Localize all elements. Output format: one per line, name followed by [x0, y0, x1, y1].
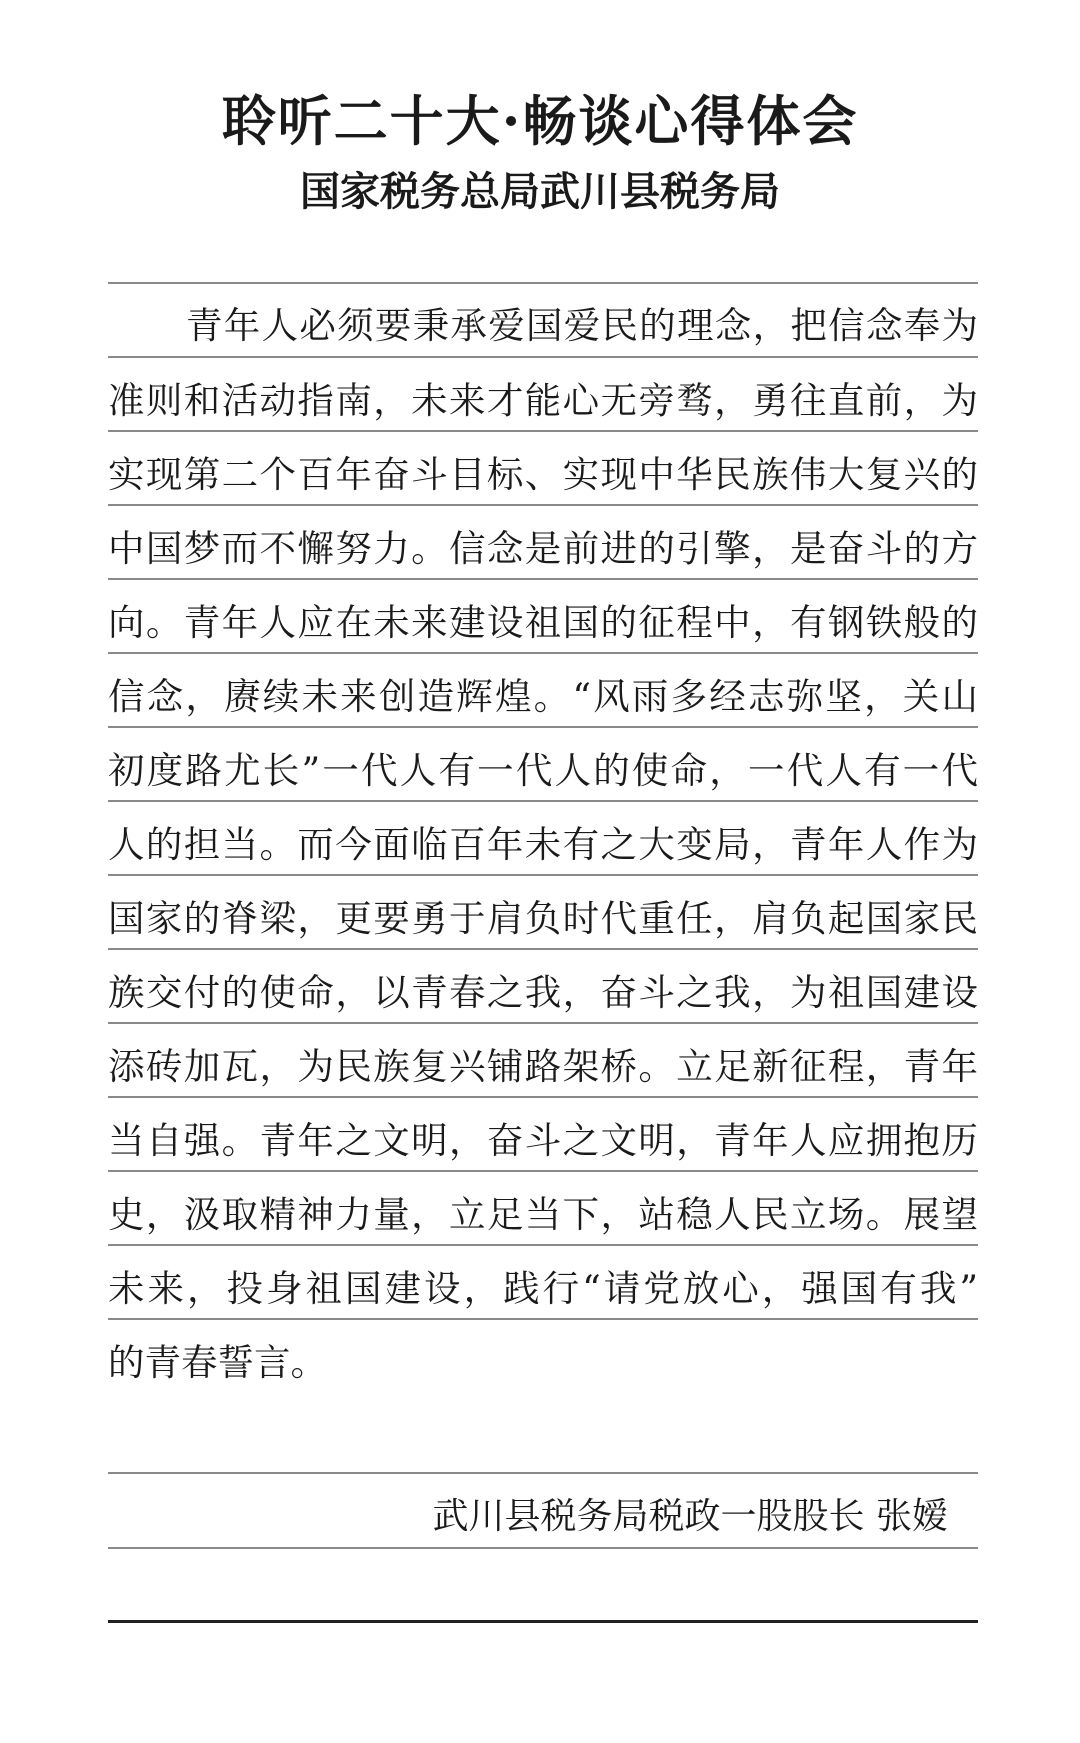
text-line: 添砖加瓦，为民族复兴铺路架桥。立足新征程，青年: [108, 1045, 978, 1088]
ruled-text-area: [108, 282, 978, 1382]
author-signature: 武川县税务局税政一股股长 张嫒: [432, 1496, 948, 1537]
page-subtitle: 国家税务总局武川县税务局: [300, 168, 780, 215]
footer-rule: [108, 1620, 978, 1623]
text-line: 的青春誓言。: [108, 1341, 327, 1384]
text-line: 国家的脊梁，更要勇于肩负时代重任，肩负起国家民: [108, 897, 978, 940]
text-line: 族交付的使命，以青春之我，奋斗之我，为祖国建设: [108, 971, 978, 1014]
text-line: 当自强。青年之文明，奋斗之文明，青年人应拥抱历: [108, 1119, 978, 1162]
ruled-line: [108, 800, 978, 802]
signature-rule-top: [108, 1472, 978, 1474]
text-line: 青年人必须要秉承爱国爱民的理念，把信念奉为: [186, 304, 978, 347]
ruled-line: [108, 430, 978, 432]
ruled-line: [108, 282, 978, 284]
text-line: 向。青年人应在未来建设祖国的征程中，有钢铁般的: [108, 601, 978, 644]
ruled-line: [108, 1096, 978, 1098]
page-title: 聆听二十大·畅谈心得体会: [221, 89, 859, 153]
text-line: 中国梦而不懈努力。信念是前进的引擎，是奋斗的方: [108, 527, 978, 570]
text-line: 史，汲取精神力量，立足当下，站稳人民立场。展望: [108, 1193, 978, 1236]
ruled-line: [108, 652, 978, 654]
text-line: 人的担当。而今面临百年未有之大变局，青年人作为: [108, 823, 978, 866]
ruled-line: [108, 1022, 978, 1024]
ruled-line: [108, 1170, 978, 1172]
ruled-line: [108, 1318, 978, 1320]
text-line: 初度路尤长”一代人有一代人的使命，一代人有一代: [108, 749, 978, 792]
ruled-line: [108, 726, 978, 728]
ruled-line: [108, 948, 978, 950]
text-line: 未来，投身祖国建设，践行“请党放心，强国有我”: [108, 1267, 978, 1310]
text-line: 实现第二个百年奋斗目标、实现中华民族伟大复兴的: [108, 453, 978, 496]
ruled-line: [108, 1244, 978, 1246]
ruled-line: [108, 578, 978, 580]
text-line: 信念，赓续未来创造辉煌。“风雨多经志弥坚，关山: [108, 675, 978, 718]
signature-rule-bottom: [108, 1547, 978, 1549]
ruled-line: [108, 874, 978, 876]
ruled-line: [108, 356, 978, 358]
ruled-line: [108, 504, 978, 506]
text-line: 准则和活动指南，未来才能心无旁骛，勇往直前，为: [108, 379, 978, 422]
